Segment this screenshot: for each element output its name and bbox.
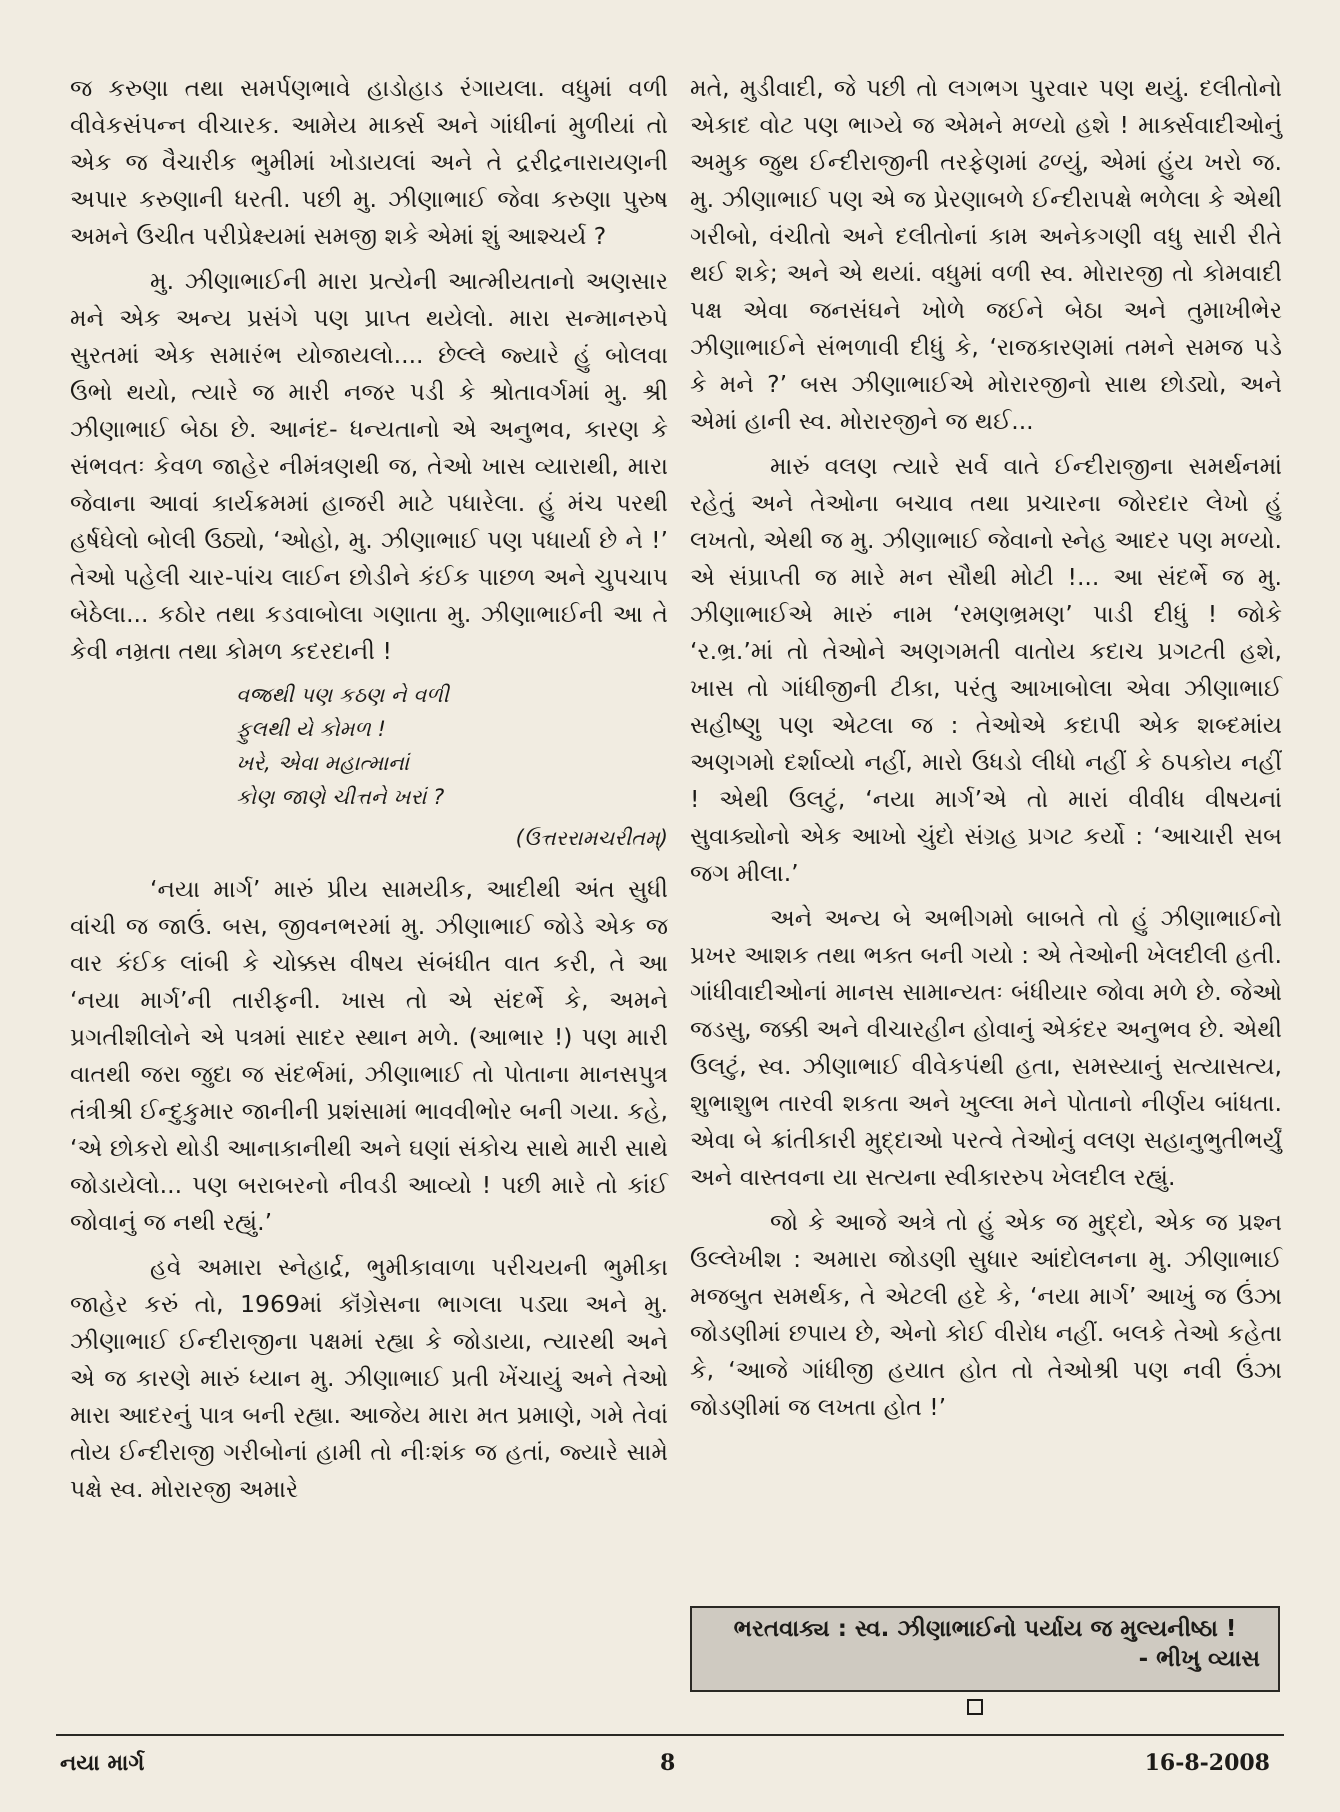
paragraph: અને અન્ય બે અભીગમો બાબતે તો હું ઝીણાભાઈનો પ્રખર આશક તથા ભક્ત બની ગયો : એ તેઓની ખેલદીલી હતી. ગાંધીવાદીઓનાં માનસ સામાન્યતઃ બંધીયાર જોવા મળે છે. જેઓ જડસુ, જક્કી અને વીચારહીન હોવાનું એકંદર અનુભવ છે. એથી ઉલટું, સ્વ. ઝીણાભાઈ વીવેકપંથી હતા, સમસ્યાનું સત્યાસત્ય, શુભાશુભ તારવી શકતા અને ખુલ્લા મને પોતાનો નીર્ણય બાંધતા. એવા બે ક્રાંતીકારી મુદ્દાઓ પરત્વે તેઓનું વલણ સહાનુભુતીભર્યું અને વાસ્તવના યા સત્યના સ્વીકારરુપ ખેલદીલ રહ્યું.	[690, 904, 1282, 1191]
issue-date: 16-8-2008	[1144, 1750, 1270, 1776]
paragraph: જો કે આજે અત્રે તો હું એક જ મુદ્દો, એક જ પ્રશ્ન ઉલ્લેખીશ : અમારા જોડણી સુધાર આંદોલનના મુ. ઝીણાભાઈ મજબુત સમર્થક, તે એટલી હદે કે, ‘નયા માર્ગ’ આખું જ ઉંઝા જોડણીમાં છપાય છે, એનો કોઈ વીરોધ નહીં. બલકે તેઓ કહેતા કે, ‘આજે ગાંધીજી હયાત હોત તો તેઓશ્રી પણ નવી ઉંઝા જોડણીમાં જ લખતા હોત !’	[690, 1208, 1282, 1421]
footer-magazine-name: નયા માર્ગ	[60, 1750, 145, 1776]
paragraph: જ કરુણા તથા સમર્પણભાવે હાડોહાડ રંગાયલા. વધુમાં વળી વીવેકસંપન્ન વીચારક. આમેય માર્ક્સ અને ગાંધીનાં મુળીયાં તો એક જ વૈચારીક ભુમીમાં ખોડાયલાં અને તે દ્રરીદ્રનારાયણની અપાર કરુણાની ધરતી. પછી મુ. ઝીણાભાઈ જેવા કરુણા પુરુષ અમને ઉચીત પરીપ્રેક્ષ્યમાં સમજી શકે એમાં શું આશ્ચર્ય ?	[70, 74, 668, 250]
footer-divider	[56, 1734, 1284, 1736]
poem-line: ફુલથી યે કોમળ !	[236, 717, 386, 741]
poem-verse	[236, 678, 668, 814]
paragraph: ‘નયા માર્ગ’ મારું પ્રીય સામયીક, આદીથી અંત સુધી વાંચી જ જાઉં. બસ, જીવનભરમાં મુ. ઝીણાભાઈ જોડે એક જ વાર કંઈક લાંબી કે ચોક્કસ વીષય સંબંધીત વાત કરી, તે આ ‘નયા માર્ગ’ની તારીફની. ખાસ તો એ સંદર્ભે કે, અમને પ્રગતીશીલોને એ પત્રમાં સાદર સ્થાન મળે. (આભાર !) પણ મારી વાતથી જરા જુદા જ સંદર્ભમાં, ઝીણાભાઈ તો પોતાના માનસપુત્ર તંત્રીશ્રી ઈન્દુકુમાર જાનીની પ્રશંસામાં ભાવવીભોર બની ગયા. કહે, ‘એ છોકરો થોડી આનાકાનીથી અને ઘણાં સંકોચ સાથે મારી સાથે જોડાયેલો... પણ બરાબરનો નીવડી આવ્યો ! પછી મારે તો કાંઈ જોવાનું જ નથી રહ્યું.’	[70, 875, 668, 1236]
closing-quote-box	[690, 1606, 1280, 1692]
author-signature: - ભીખુ વ્યાસ	[1138, 1646, 1260, 1672]
paragraph: મુ. ઝીણાભાઈની મારા પ્રત્યેની આત્મીયતાનો અણસાર મને એક અન્ય પ્રસંગે પણ પ્રાપ્ત થયેલો. મારા સન્માનરુપે સુરતમાં એક સમારંભ યોજાયલો.... છેલ્લે જ્યારે હું બોલવા ઉભો થયો, ત્યારે જ મારી નજર પડી કે શ્રોતાવર્ગમાં મુ. શ્રી ઝીણાભાઈ બેઠા છે. આનંદ- ધન્યતાનો એ અનુભવ, કારણ કે સંભવતઃ કેવળ જાહેર નીમંત્રણથી જ, તેઓ ખાસ વ્યારાથી, મારા જેવાના આવાં કાર્યક્રમમાં હાજરી માટે પધારેલા. હું મંચ પરથી હર્ષઘેલો બોલી ઉઠ્યો, ‘ઓહો, મુ. ઝીણાભાઈ પણ પધાર્યા છે ને !’ તેઓ પહેલી ચાર-પાંચ લાઈન છોડીને કંઈક પાછળ અને ચુપચાપ બેઠેલા... કઠોર તથા કડવાબોલા ગણાતા મુ. ઝીણાભાઈની આ તે કેવી નમ્રતા તથા કોમળ કદરદાની !	[70, 267, 668, 665]
end-of-article-icon	[967, 1699, 983, 1715]
right-column	[690, 70, 1282, 1434]
poem-line: કોણ જાણે ચીત્તને ખરાં ?	[236, 785, 445, 809]
paragraph: મતે, મુડીવાદી, જે પછી તો લગભગ પુરવાર પણ થયું. દલીતોનો એકાદ વોટ પણ ભાગ્યે જ એમને મળ્યો હશે ! માર્ક્સવાદીઓનું અમુક જુથ ઈન્દીરાજીની તરફેણમાં ઢળ્યું, એમાં હુંય ખરો જ. મુ. ઝીણાભાઈ પણ એ જ પ્રેરણાબળે ઈન્દીરાપક્ષે ભળેલા કે એથી ગરીબો, વંચીતો અને દલીતોનાં કામ અનેકગણી વધુ સારી રીતે થઈ શકે; અને એ થયાં. વધુમાં વળી સ્વ. મોરારજી તો કોમવાદી પક્ષ એવા જનસંઘને ખોળે જઈને બેઠા અને તુમાખીભેર ઝીણાભાઈને સંભળાવી દીધું કે, ‘રાજકારણમાં તમને સમજ પડે કે મને ?’ બસ ઝીણાભાઈએ મોરારજીનો સાથ છોડ્યો, અને એમાં હાની સ્વ. મોરારજીને જ થઈ...	[690, 74, 1282, 435]
poem-source: (ઉત્તરરામચરીતમ્)	[515, 826, 668, 850]
left-column	[70, 70, 668, 1516]
poem-line: ખરે, એવા મહાત્માનાં	[236, 751, 409, 775]
closing-line: ભરતવાક્ય : સ્વ. ઝીણાભાઈનો પર્યાય જ મુલ્યનીષ્ઠા !	[733, 1616, 1237, 1642]
poem-line: વજ્રથી પણ કઠણ ને વળી	[236, 683, 449, 707]
page-number: 8	[660, 1750, 676, 1776]
paragraph: મારું વલણ ત્યારે સર્વ વાતે ઈન્દીરાજીના સમર્થનમાં રહેતું અને તેઓના બચાવ તથા પ્રચારના જોરદાર લેખો હું લખતો, એથી જ મુ. ઝીણાભાઈ જેવાનો સ્નેહ આદર પણ મળ્યો. એ સંપ્રાપ્તી જ મારે મન સૌથી મોટી !... આ સંદર્ભે જ મુ. ઝીણાભાઈએ મારું નામ ‘રમણભ્રમણ’ પાડી દીધું ! જોકે ‘ર.ભ્ર.’માં તો તેઓને અણગમતી વાતોય કદાચ પ્રગટતી હશે, ખાસ તો ગાંધીજીની ટીકા, પરંતુ આખાબોલા એવા ઝીણાભાઈ સહીષ્ણુ પણ એટલા જ : તેઓએ કદાપી એક શબ્દમાંય અણગમો દર્શાવ્યો નહીં, મારો ઉધડો લીધો નહીં કે ઠપકોય નહીં ! એથી ઉલટું, ‘નયા માર્ગ’એ તો મારાં વીવીધ વીષયનાં સુવાક્યોનો એક આખો ચુંદો સંગ્રહ પ્રગટ કર્યો : ‘આચારી સબ જગ મીલા.’	[690, 452, 1282, 887]
paragraph: હવે અમારા સ્નેહાર્દ્ર, ભુમીકાવાળા પરીચયની ભુમીકા જાહેર કરું તો, 1969માં કૉંગ્રેસના ભાગલા પડ્યા અને મુ. ઝીણાભાઈ ઈન્દીરાજીના પક્ષમાં રહ્યા કે જોડાયા, ત્યારથી અને એ જ કારણે મારું ધ્યાન મુ. ઝીણાભાઈ પ્રતી ખેંચાયું અને તેઓ મારા આદરનું પાત્ર બની રહ્યા. આજેય મારા મત પ્રમાણે, ગમે તેવાં તોય ઈન્દીરાજી ગરીબોનાં હામી તો નીઃશંક જ હતાં, જ્યારે સામે પક્ષે સ્વ. મોરારજી અમારે	[70, 1253, 668, 1503]
